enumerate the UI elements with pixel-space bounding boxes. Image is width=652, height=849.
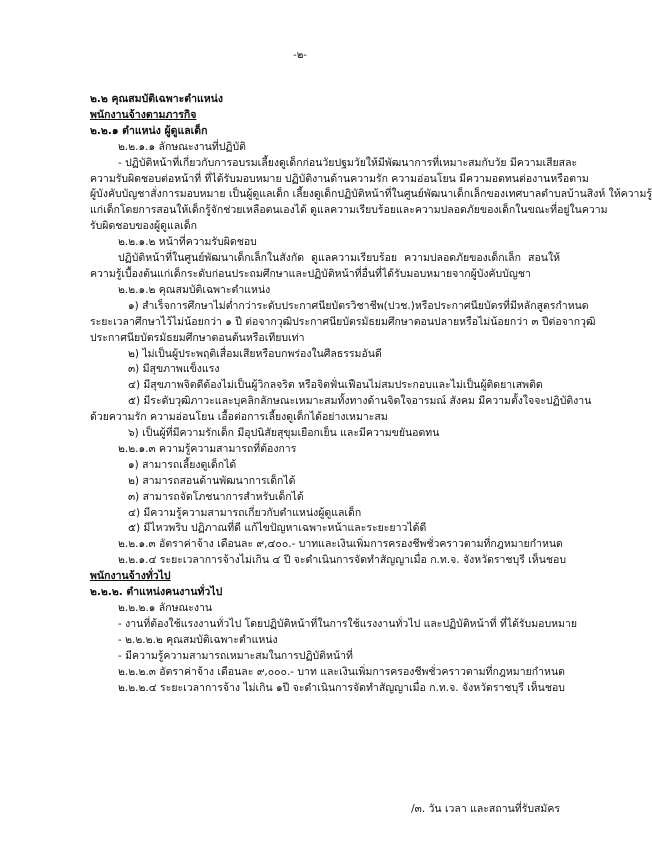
- paragraph-line: ปฏิบัติหน้าที่ในศูนย์พัฒนาเด็กเล็กในสังกัด ดูแลความเรียบร้อย ความปลอดภัยของเด็กเล็ก สอนให้: [118, 252, 560, 265]
- item-heading: ๒.๒.๑.๓ อัตราค่าจ้าง เดือนละ ๙,๔๐๐.- บาทและเงินเพิ่มการครองชีพชั่วคราวตามที่กฎหมายกำหนด: [118, 538, 563, 551]
- list-item: ๒) ไม่เป็นผู้ประพฤติเสื่อมเสียหรือบกพร่องในศีลธรรมอันดี: [128, 347, 382, 360]
- paragraph-line: ด้วยความรัก ความอ่อนโยน เอื้อต่อการเลี้ยงดูเด็กได้อย่างเหมาะสม: [90, 411, 388, 424]
- paragraph-line: ประกาศนียบัตรมัธยมศึกษาตอนต้นหรือเทียบเท่า: [90, 331, 305, 344]
- section-heading: ๒.๒ คุณสมบัติเฉพาะตำแหน่ง: [90, 93, 223, 105]
- list-item: ๓) สามารถจัดโภชนาการสำหรับเด็กได้: [128, 490, 304, 503]
- item-heading: ๒.๒.๒.๑ ลักษณะงาน: [118, 602, 213, 614]
- position-heading: ๒.๒.๑ ตำแหน่ง ผู้ดูแลเด็ก: [90, 124, 208, 137]
- list-item: ๔) มีสุขภาพจิตดีต้องไม่เป็นผู้วิกลจริต หรือจิตฟั่นเฟือนไม่สมประกอบและไม่เป็นผู้ติดยาเสพติด: [128, 379, 543, 392]
- list-item: ๔) มีความรู้ความสามารถเกี่ยวกับตำแหน่งผู้ดูแลเด็ก: [128, 506, 362, 519]
- paragraph-line: - งานที่ต้องใช้แรงงานทั่วไป โดยปฏิบัติหน้าที่ในการใช้แรงงานทั่วไป และปฏิบัติหน้าที่ ที่ได้รับมอบหมาย: [118, 617, 578, 630]
- paragraph-line: - มีความรู้ความสามารถเหมาะสมในการปฏิบัติหน้าที่: [118, 649, 353, 662]
- paragraph-line: รับผิดชอบของผู้ดูแลเด็ก: [90, 220, 197, 233]
- item-heading: ๒.๒.๒.๓ อัตราค่าจ้าง เดือนละ ๙,๐๐๐.- บาท และเงินเพิ่มการครองชีพชั่วคราวตามที่กฎหมายกำหนด: [118, 665, 565, 678]
- paragraph-line: ผู้บังคับบัญชาสั่งการมอบหมาย เป็นผู้ดูแลเด็ก เลี้ยงดูเด็กปฏิบัติหน้าที่ในศูนย์พัฒนาเด็กเล็กของเทศบาลตำบลบ้านสิงห์ ให้ความรู้: [90, 188, 652, 201]
- item-heading: ๒.๒.๑.๒ หน้าที่ความรับผิดชอบ: [118, 236, 257, 249]
- list-item: ๑) สามารถเลี้ยงดูเด็กได้: [128, 458, 237, 471]
- subsection-heading: พนักงานจ้างทั่วไป: [90, 570, 171, 583]
- subsection-heading: พนักงานจ้างตามภารกิจ: [90, 108, 197, 121]
- paragraph-line: - ๒.๒.๒.๒ คุณสมบัติเฉพาะตำแหน่ง: [118, 633, 278, 646]
- list-item: ๕) มีไหวพริบ ปฏิภาณที่ดี แก้ไขปัญหาเฉพาะหน้าและระยะยาวได้ดี: [128, 522, 427, 535]
- item-heading: ๒.๒.๑.๓ ความรู้ความสามารถที่ต้องการ: [118, 442, 297, 455]
- list-item: ๖) เป็นผู้ที่มีความรักเด็ก มีอุปนิสัยสุขุมเยือกเย็น และมีความขยันอดทน: [128, 427, 440, 440]
- list-item: ๒) สามารถสอนด้านพัฒนาการเด็กได้: [128, 474, 296, 487]
- position-heading: ๒.๒.๒. ตำแหน่งคนงานทั่วไป: [90, 586, 223, 599]
- item-heading: ๒.๒.๑.๑ ลักษณะงานที่ปฏิบัติ: [118, 140, 246, 153]
- paragraph-line: แก่เด็กโดยการสอนให้เด็กรู้จักช่วยเหลือตนเองได้ ดูแลความเรียบร้อยและความปลอดภัยของเด็กในขณะที่อยู่ในความ: [90, 204, 608, 217]
- page-number: -๒-: [293, 50, 307, 61]
- list-item: ๕) มีระดับวุฒิภาวะและบุคลิกลักษณะเหมาะสมทั้งทางด้านจิตใจอารมณ์ สังคม มีความตั้งใจจะปฏิบัติงาน: [128, 395, 592, 408]
- document-body: [90, 92, 652, 696]
- list-item: ๓) มีสุขภาพแข็งแรง: [128, 363, 220, 376]
- item-heading: ๒.๒.๑.๔ ระยะเวลาการจ้างไม่เกิน ๔ ปี จะดำเนินการจัดทำสัญญาเมื่อ ก.ท.จ. จังหวัดราชบุรี เห็นชอบ: [118, 554, 566, 567]
- item-heading: ๒.๒.๑.๒ คุณสมบัติเฉพาะตำแหน่ง: [118, 283, 271, 296]
- paragraph-line: ระยะเวลาศึกษาไว้ไม่น้อยกว่า ๑ ปี ต่อจากวุฒิประกาศนียบัตรมัธยมศึกษาตอนปลายหรือไม่น้อยกว่า ๓ ปีต่อจากวุฒิ: [90, 315, 596, 328]
- footer-continuation: /๓. วัน เวลา และสถานที่รับสมัคร: [411, 803, 560, 815]
- paragraph-line: ความรับผิดชอบต่อหน้าที่ ที่ได้รับมอบหมาย ปฏิบัติงานด้านความรัก ความอ่อนโยน มีความอดทนต่องานหรือตาม: [90, 172, 589, 185]
- paragraph-line: ความรู้เบื้องต้นแก่เด็กระดับก่อนประถมศึกษาและปฏิบัติหน้าที่อื่นที่ได้รับมอบหมายจากผู้บังคับบัญชา: [90, 267, 531, 280]
- item-heading: ๒.๒.๒.๔ ระยะเวลาการจ้าง ไม่เกิน ๑ปี จะดำเนินการจัดทำสัญญาเมื่อ ก.ท.จ. จังหวัดราชบุรี เห็นชอบ: [118, 681, 565, 694]
- paragraph-line: - ปฏิบัติหน้าที่เกี่ยวกับการอบรมเลี้ยงดูเด็กก่อนวัยปฐมวัยให้มีพัฒนาการที่เหมาะสมกับวัย มีความเสียสละ: [118, 156, 578, 169]
- list-item: ๑) สำเร็จการศึกษาไม่ต่ำกว่าระดับประกาศนียบัตรวิชาชีพ(ปวช.)หรือประกาศนียบัตรที่มีหลักสูตรกำหนด: [128, 299, 589, 312]
